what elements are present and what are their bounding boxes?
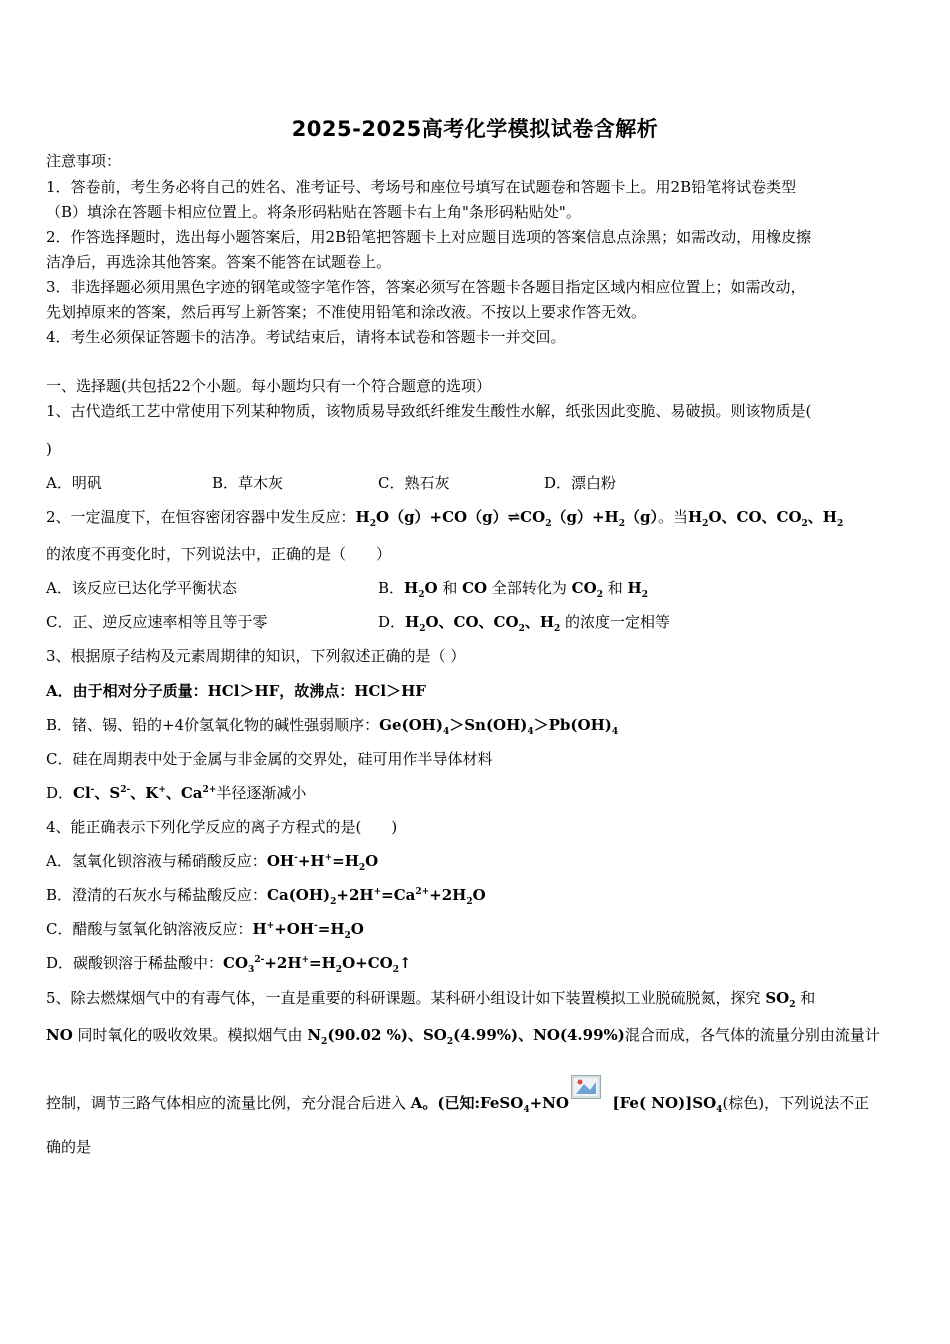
equilibrium-arrow-image <box>571 1075 601 1099</box>
note-line: 洁净后，再选涂其他答案。答案不能答在试题卷上。 <box>46 253 392 271</box>
option-a: A．氢氧化钡溶液与稀硝酸反应：$OH^-+H^+=H_2O$ <box>46 852 379 873</box>
question-5-stem: 5、除去燃煤烟气中的有毒气体，一直是重要的科研课题。某科研小组设计如下装置模拟工业脱硫脱氮，探究 $SO_2$ 和 <box>46 989 816 1010</box>
question-2-stem-2: 的浓度不再变化时，下列说法中，正确的是（ ） <box>46 545 392 563</box>
question-5-stem-3: 控制，调节三路气体相应的流量比例，充分混合后进入 A。(已知:FeSO$_4$+NO [Fe( $NO)]SO_4$(棕色)，下列说法不正 <box>46 1087 869 1113</box>
question-1-stem-end: ) <box>46 440 52 458</box>
note-line: 先划掉原来的答案，然后再写上新答案；不准使用铅笔和涂改液。不按以上要求作答无效。 <box>46 303 647 321</box>
option-d: D．碳酸钡溶于稀盐酸中：$CO_3^{2-}+2H^+=H_2O+CO_2↑$ <box>46 954 412 975</box>
question-1-stem: 1、古代造纸工艺中常使用下列某种物质，该物质易导致纸纤维发生酸性水解，纸张因此变脆、易破损。则该物质是( <box>46 402 812 420</box>
option-c: C．正、逆反应速率相等且等于零 <box>46 613 268 631</box>
question-5-stem-4: 确的是 <box>46 1138 92 1156</box>
option-b: B．$H_2O$ 和 CO 全部转化为 $CO_2$ 和 $H_2$ <box>378 579 648 600</box>
section-heading: 一、选择题(共包括22个小题。每小题均只有一个符合题意的选项） <box>46 377 491 395</box>
option-b: B．澄清的石灰水与稀盐酸反应：$Ca(OH)_2+2H^+=Ca^{2+}+2H_2O$ <box>46 886 486 907</box>
option-b: B．草木灰 <box>212 474 284 492</box>
note-line: （B）填涂在答题卡相应位置上。将条形码粘贴在答题卡右上角"条形码粘贴处"。 <box>46 203 581 221</box>
note-line: 1．答卷前，考生务必将自己的姓名、准考证号、考场号和座位号填写在试题卷和答题卡上。用2B铅笔将试卷类型 <box>46 178 797 196</box>
question-3-stem: 3、根据原子结构及元素周期律的知识，下列叙述正确的是（ ） <box>46 647 466 665</box>
question-4-stem: 4、能正确表示下列化学反应的离子方程式的是( ) <box>46 818 398 836</box>
option-c: C．熟石灰 <box>378 474 450 492</box>
notes-heading: 注意事项： <box>46 152 122 170</box>
option-a: A．明矾 <box>46 474 102 492</box>
option-d: D．漂白粉 <box>544 474 617 492</box>
note-line: 4．考生必须保证答题卡的洁净。考试结束后，请将本试卷和答题卡一并交回。 <box>46 328 566 346</box>
option-d: D．$H_2O$、CO、$CO_2$、$H_2$ 的浓度一定相等 <box>378 613 671 634</box>
note-line: 2．作答选择题时，选出每小题答案后，用2B铅笔把答题卡上对应题目选项的答案信息点涂黑；如需改动，用橡皮擦 <box>46 228 812 246</box>
option-a: A．该反应已达化学平衡状态 <box>46 579 237 597</box>
question-5-stem-2: NO 同时氧化的吸收效果。模拟烟气由 $N_2(90.02$ %)、$SO_2(4.99\%)$、NO(4.99%)混合而成，各气体的流量分别由流量计 <box>46 1026 880 1047</box>
option-d: D．Cl-、$S^{2-}$、K+、$Ca^{2+}$半径逐渐减小 <box>46 784 307 802</box>
option-b: B．锗、锡、铅的+4价氢氧化物的碱性强弱顺序：$Ge(OH)_4>Sn(OH)_4>Pb(OH)_4$ <box>46 716 619 737</box>
option-a: A．由于相对分子质量：HCl＞HF，故沸点：HCl＞HF <box>46 682 426 700</box>
page-title: 2025-2025高考化学模拟试卷含解析 <box>291 117 659 141</box>
note-line: 3．非选择题必须用黑色字迹的钢笔或签字笔作答，答案必须写在答题卡各题目指定区域内相应位置上；如需改动， <box>46 278 806 296</box>
option-c: C．醋酸与氢氧化钠溶液反应：$H^++OH^-=H_2O$ <box>46 920 364 941</box>
option-c: C．硅在周期表中处于金属与非金属的交界处，硅可用作半导体材料 <box>46 750 493 768</box>
question-2-stem: 2、一定温度下，在恒容密闭容器中发生反应：$H_2O(g)+CO(g)\rightleftharpoons CO_2(g)+H_2(g)$。当$H_2O$、CO、$CO_2$、$H_2$ <box>46 508 844 529</box>
